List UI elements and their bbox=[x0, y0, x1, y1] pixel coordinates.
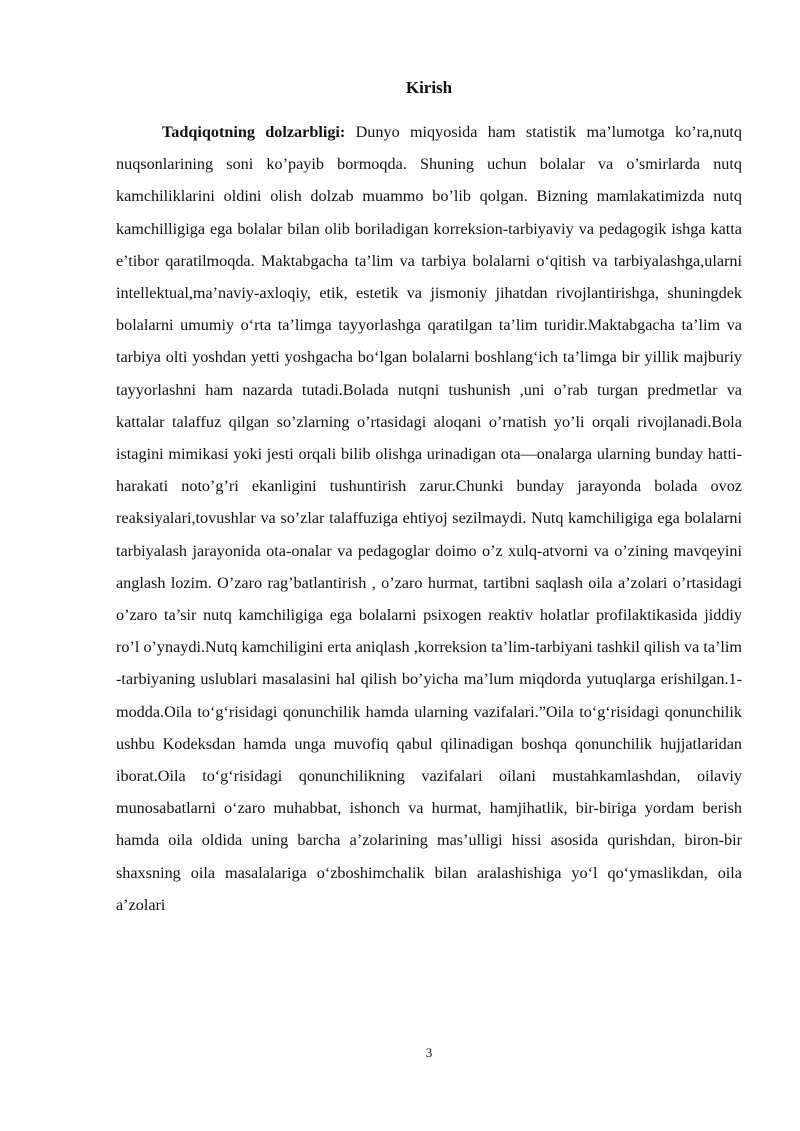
page-number: 3 bbox=[425, 1045, 433, 1060]
body-paragraph bbox=[116, 116, 742, 921]
page-title: Kirish bbox=[405, 78, 453, 97]
paragraph-lead: Tadqiqotning dolzarbligi: bbox=[162, 123, 346, 141]
paragraph-text: Dunyo miqyosida ham statistik ma’lumotga ko’ra,nutq nuqsonlarining soni ko’payib bormoqda. Shuning uchun bolalar va o’smirlarda nutq kamchiliklarini oldini olish dolzab muammo bo’lib qolgan. Bizning mamlakatimizda nutq kamchilligiga ega bolalar bilan olib boriladigan korreksion-tarbiyaviy va pedagogik ishga katta e’tibor qaratilmoqda. Maktabgacha ta’lim va tarbiya bolalarni o‘qitish va tarbiyalashga,ularni intellektual,ma’naviy-axloqiy, etik, estetik va jismoniy jihatdan rivojlantirishga, shuningdek bolalarni umumiy o‘rta ta’limga tayyorlashga qaratilgan ta’lim turidir.Maktabgacha ta’lim va tarbiya olti yoshdan yetti yoshgacha bo‘lgan bolalarni boshlang‘ich ta’limga bir yillik majburiy tayyorlashni ham nazarda tutadi.Bolada nutqni tushunish ,uni o’rab turgan predmetlar va kattalar talaffuz qilgan so’zlarning o’rtasidagi aloqani o’rnatish yo’li orqali rivojlanadi.Bola istagini mimikasi yoki jesti orqali bilib olishga urinadigan ota—onalarga ularning bunday hatti-harakati noto’g’ri ekanligini tushuntirish zarur.Chunki bunday jarayonda bolada ovoz reaksiyalari,tovushlar va so’zlar talaffuziga ehtiyoj sezilmaydi. Nutq kamchiligiga ega bolalarni tarbiyalash jarayonida ota-onalar va pedagoglar doimo o’z xulq-atvorni va o’zining mavqeyini anglash lozim. O’zaro rag’batlantirish , o’zaro hurmat, tartibni saqlash oila a’zolari o’rtasidagi o’zaro ta’sir nutq kamchiligiga ega bolalarni psixogen reaktiv holatlar profilaktikasida jiddiy ro’l o’ynaydi.Nutq kamchiligini erta aniqlash ,korreksion ta’lim-tarbiyani tashkil qilish va ta’lim -tarbiyaning uslublari masalasini hal qilish bo’yicha ma’lum miqdorda yutuqlarga erishilgan.1-modda.Oila to‘g‘risidagi qonunchilik hamda ularning vazifalari.”Oila to‘g‘risidagi qonunchilik ushbu Kodeksdan hamda unga muvofiq qabul qilinadigan boshqa qonunchilik hujjatlaridan iborat.Oila to‘g‘risidagi qonunchilikning vazifalari oilani mustahkamlashdan, oilaviy munosabatlarni o‘zaro muhabbat, ishonch va hurmat, hamjihatlik, bir-biriga yordam berish hamda oila oldida uning barcha a’zolarining mas’ulligi hissi asosida qurishdan, biron-bir shaxsning oila masalalariga o‘zboshimchalik bilan aralashishiga yo‘l qo‘ymaslikdan, oila a’zolari bbox=[116, 123, 742, 914]
